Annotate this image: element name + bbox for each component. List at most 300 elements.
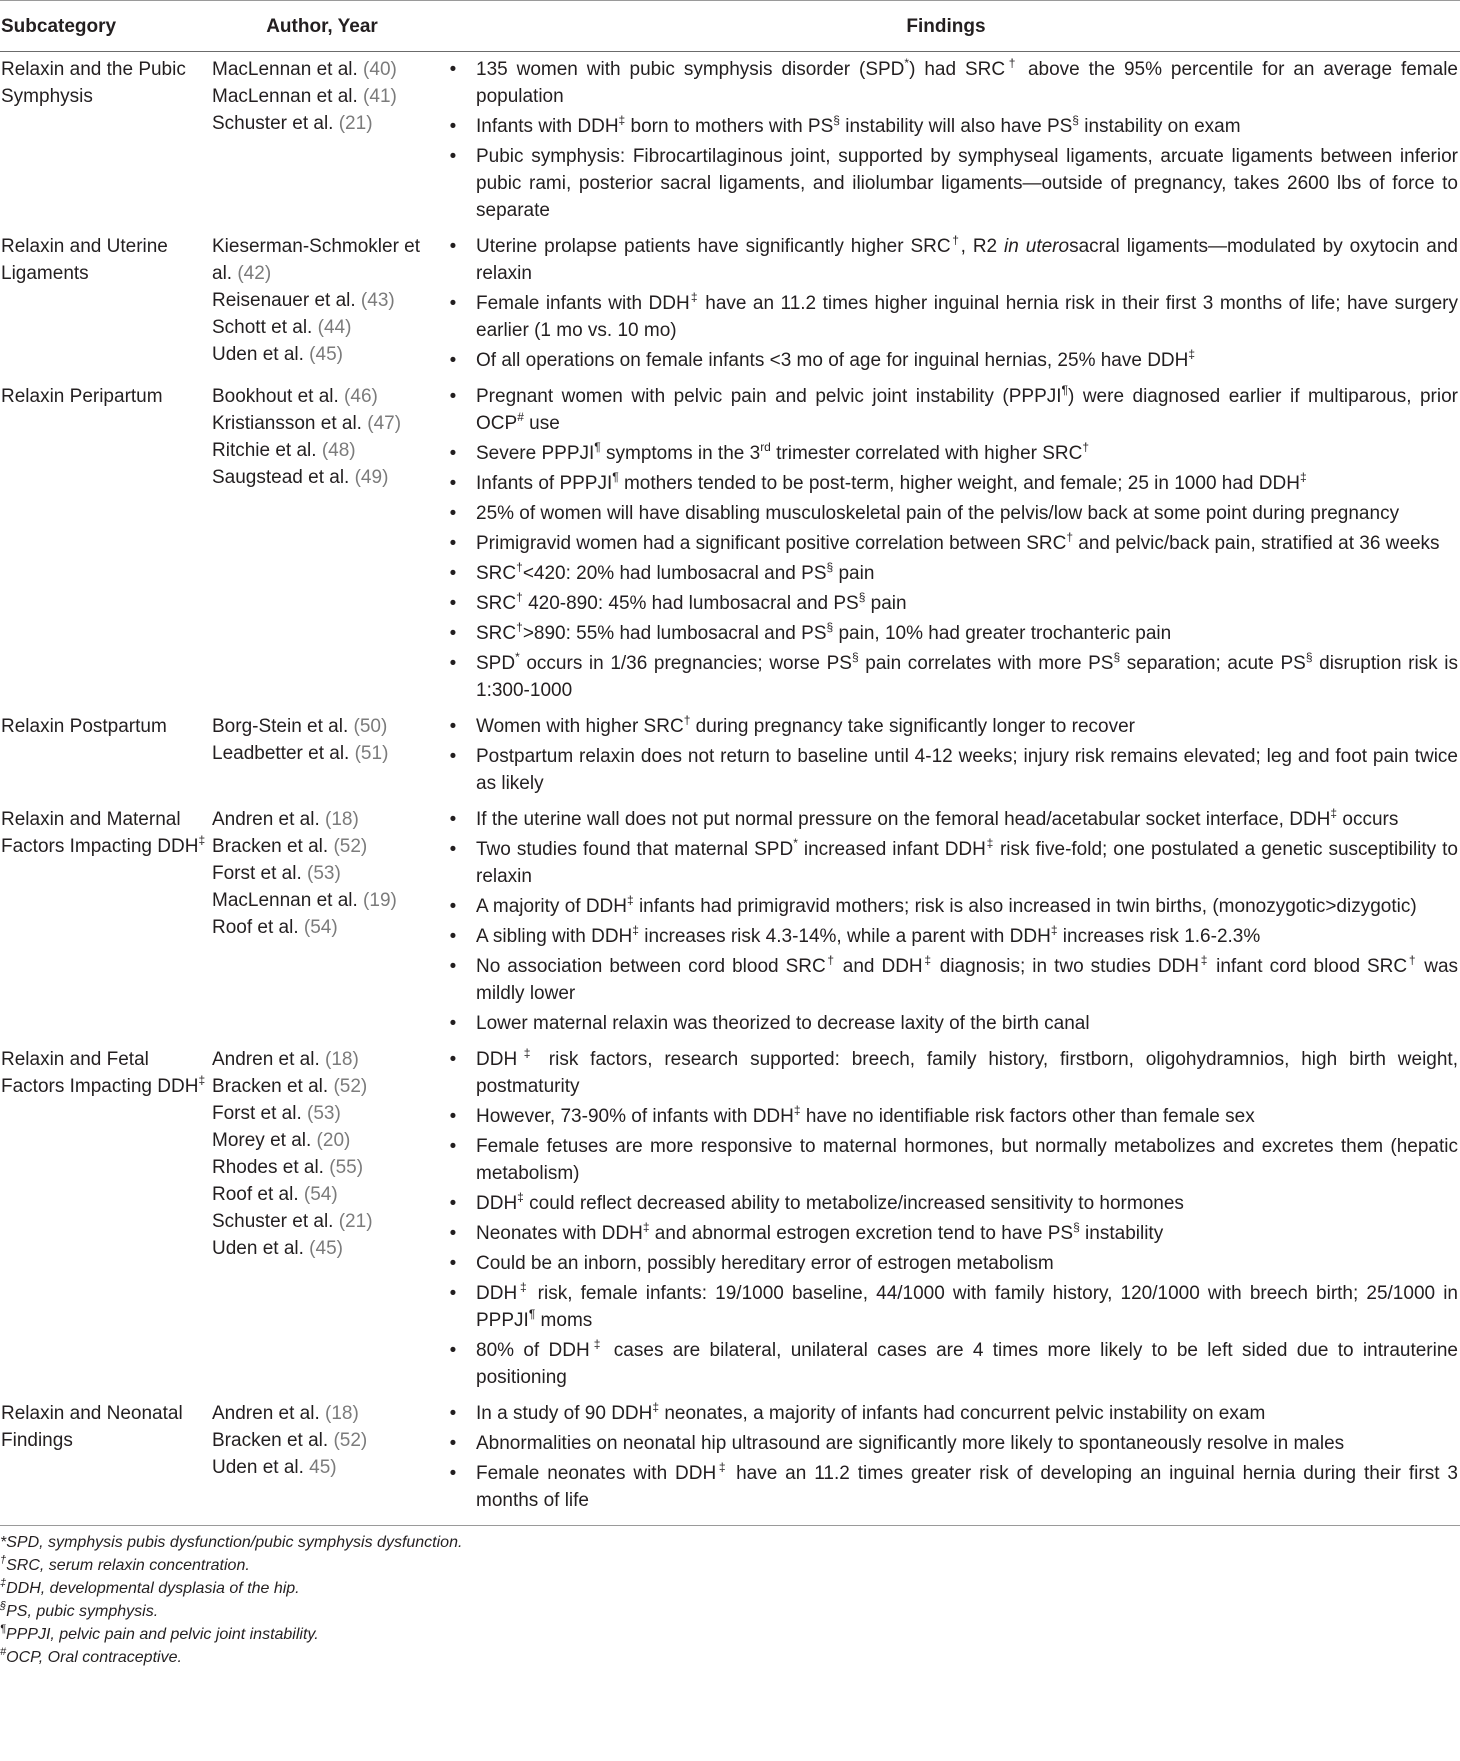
footnote-marker: ‡ — [632, 922, 639, 937]
finding-item — [432, 530, 1458, 557]
finding-item — [432, 893, 1458, 920]
bullet-icon: • — [449, 293, 457, 314]
bullet-icon: • — [449, 809, 457, 830]
finding-item — [432, 1337, 1458, 1391]
finding-text: Could be an inborn, possibly hereditary error of estrogen metabolism — [476, 1253, 1054, 1274]
footnote-marker: † — [825, 952, 836, 967]
footnote-marker: ‡ — [198, 832, 206, 847]
reference-link[interactable]: (48) — [321, 440, 356, 461]
findings-cell — [432, 1396, 1460, 1519]
finding-text: Lower maternal relaxin was theorized to decrease laxity of the birth canal — [476, 1013, 1090, 1034]
footnote-marker: ‡ — [517, 1279, 530, 1294]
footnote-marker: § — [1072, 112, 1079, 127]
footnote-text: SRC, serum relaxin concentration. — [6, 1557, 250, 1574]
footnote-marker: † — [1066, 529, 1074, 544]
footnote-text: OCP, Oral contraceptive. — [6, 1649, 182, 1666]
author-citation — [212, 1181, 432, 1208]
bullet-icon: • — [449, 59, 457, 80]
author-citation — [212, 1427, 432, 1454]
author-citation — [212, 233, 432, 287]
author-citation — [212, 383, 432, 410]
footnote-text: *SPD, symphysis pubis dysfunction/pubic symphysis dysfunction. — [0, 1534, 463, 1551]
footnote-marker: ‡ — [626, 892, 634, 907]
footnote-marker: ‡ — [1199, 952, 1210, 967]
footnote-marker: ‡ — [618, 112, 626, 127]
finding-item — [432, 233, 1458, 287]
footnote-marker: ‡ — [1330, 805, 1338, 820]
findings-list — [432, 233, 1460, 374]
finding-item — [432, 56, 1458, 110]
footnote-marker: ‡ — [517, 1045, 537, 1060]
findings-cell — [432, 802, 1460, 1042]
subcategory-cell — [0, 1042, 212, 1396]
finding-item — [432, 1133, 1458, 1187]
reference-link[interactable]: (47) — [367, 413, 402, 434]
footnote-marker: § — [1073, 1219, 1080, 1234]
finding-text: DDH‡ risk, female infants: 19/1000 baseline, 44/1000 with family history, 120/1000 with breech birth; 25/1000 in PPPJI¶ moms — [476, 1279, 1458, 1331]
footnote-marker: ‡ — [689, 289, 699, 304]
subcategory-cell — [0, 1396, 212, 1519]
finding-text: Infants with DDH‡ born to mothers with PS§ instability will also have PS§ instability on exam — [476, 112, 1241, 137]
author-citation — [212, 887, 432, 914]
table-row — [0, 1042, 1460, 1396]
bullet-icon: • — [449, 1013, 457, 1034]
author-citation — [212, 437, 432, 464]
footnote-text: PS, pubic symphysis. — [6, 1603, 159, 1620]
header-subcategory: Subcategory — [0, 1, 212, 52]
subcategory-label: Relaxin and Neonatal Findings — [1, 1403, 183, 1451]
authors-cell — [212, 52, 432, 230]
finding-text: A sibling with DDH‡ increases risk 4.3-14%, while a parent with DDH‡ increases risk 1.6-2.3% — [476, 922, 1261, 947]
bullet-icon: • — [449, 956, 457, 977]
header-findings: Findings — [432, 1, 1460, 52]
bullet-icon: • — [449, 146, 457, 167]
finding-text: However, 73-90% of infants with DDH‡ have no identifiable risk factors other than female sex — [476, 1102, 1255, 1127]
header-author-year: Author, Year — [212, 1, 432, 52]
footnote-marker: ‡ — [589, 1336, 605, 1351]
footnote-marker: ‡ — [985, 835, 994, 850]
author-citation — [212, 740, 432, 767]
author-name: Uden et al. — [212, 344, 310, 365]
footnote — [0, 1554, 1460, 1577]
author-citation — [212, 287, 432, 314]
finding-item — [432, 1010, 1458, 1037]
subcategory-label: Relaxin and Maternal Factors Impacting DDH — [1, 809, 199, 857]
author-name: Rhodes et al. — [212, 1157, 330, 1178]
finding-item — [432, 1190, 1458, 1217]
author-citation — [212, 110, 432, 137]
author-citation — [212, 1400, 432, 1427]
finding-text: Postpartum relaxin does not return to baseline until 4-12 weeks; injury risk remains elevated; leg and foot pain twice as likely — [476, 746, 1458, 794]
footnote-marker: ‡ — [1050, 922, 1058, 937]
bullet-icon: • — [449, 1403, 457, 1424]
reference-link[interactable]: (52) — [333, 836, 368, 857]
bullet-icon: • — [449, 1223, 457, 1244]
bullet-icon: • — [449, 1253, 457, 1274]
findings-cell — [432, 52, 1460, 230]
footnote-marker: † — [1082, 439, 1090, 454]
author-name: Roof et al. — [212, 917, 304, 938]
author-name: Schott et al. — [212, 317, 318, 338]
author-citation — [212, 1073, 432, 1100]
author-citation — [212, 713, 432, 740]
findings-list — [432, 56, 1460, 224]
author-citation — [212, 56, 432, 83]
header-row — [0, 1, 1460, 52]
authors-cell — [212, 1396, 432, 1519]
subcategory-label: Relaxin and the Pubic Symphysis — [1, 59, 186, 107]
author-name: Morey et al. — [212, 1130, 317, 1151]
footnote-marker: ‡ — [652, 1399, 660, 1414]
finding-item — [432, 1430, 1458, 1457]
subcategory-label: Relaxin Peripartum — [1, 386, 163, 407]
reference-link[interactable]: (54) — [303, 1184, 338, 1205]
finding-item — [432, 113, 1458, 140]
author-name: Roof et al. — [212, 1184, 304, 1205]
findings-list — [432, 713, 1460, 797]
bullet-icon: • — [449, 116, 457, 137]
author-name: Leadbetter et al. — [212, 743, 355, 764]
authors-cell — [212, 802, 432, 1042]
finding-text: DDH‡ risk factors, research supported: breech, family history, firstborn, oligohydramnios, high birth weight, postmaturity — [476, 1045, 1458, 1097]
reference-link[interactable]: (46) — [344, 386, 378, 407]
footnote-marker: § — [1305, 649, 1313, 664]
finding-text: Uterine prolapse patients have significantly higher SRC†, R2 in uterosacral ligaments—modulated by oxytocin and relaxin — [476, 232, 1459, 284]
finding-text: Neonates with DDH‡ and abnormal estrogen excretion tend to have PS§ instability — [476, 1219, 1164, 1244]
bullet-icon: • — [449, 1106, 457, 1127]
reference-link[interactable]: (54) — [303, 917, 338, 938]
finding-text: Female infants with DDH‡ have an 11.2 times higher inguinal hernia risk in their first 3 months of life; have surgery earlier (1 mo vs. 10 mo) — [476, 289, 1458, 341]
finding-text: Pregnant women with pelvic pain and pelvic joint instability (PPPJI¶) were diagnosed earlier if multiparous, prior OCP# use — [476, 382, 1458, 434]
reference-link[interactable]: (40) — [363, 59, 397, 80]
bullet-icon: • — [449, 350, 457, 371]
findings-list — [432, 1046, 1460, 1391]
bullet-icon: • — [449, 593, 457, 614]
finding-text: Pubic symphysis: Fibrocartilaginous joint, supported by symphyseal ligaments, arcuate ligaments between inferior pubic rami, posterior sacral ligaments, and iliolumbar ligaments—outside of pregnancy, takes 2600 lbs of force to separate — [476, 146, 1458, 221]
reference-link[interactable]: (55) — [329, 1157, 364, 1178]
footnote-marker: § — [833, 112, 840, 127]
findings-list — [432, 1400, 1460, 1514]
author-name: Schuster et al. — [212, 113, 339, 134]
finding-item — [432, 500, 1458, 527]
footnote-text: DDH, developmental dysplasia of the hip. — [6, 1580, 300, 1597]
author-name: Bracken et al. — [212, 1430, 334, 1451]
finding-item — [432, 440, 1458, 467]
reference-link[interactable]: (18) — [325, 1049, 359, 1070]
finding-text: If the uterine wall does not put normal pressure on the femoral head/acetabular socket interface, DDH‡ occurs — [476, 805, 1399, 830]
author-citation — [212, 1127, 432, 1154]
bullet-icon: • — [449, 746, 457, 767]
author-name: Reisenauer et al. — [212, 290, 361, 311]
author-citation — [212, 464, 432, 491]
footnote-marker: † — [683, 712, 691, 727]
footnote-marker: * — [904, 55, 910, 70]
findings-list — [432, 806, 1460, 1037]
author-citation — [212, 833, 432, 860]
reference-link[interactable]: (45) — [309, 1238, 343, 1259]
table-row — [0, 229, 1460, 379]
subcategory-cell — [0, 229, 212, 379]
footnote-marker: † — [1407, 952, 1418, 967]
bullet-icon: • — [449, 533, 457, 554]
finding-item — [432, 143, 1458, 224]
reference-link[interactable]: 45) — [309, 1457, 337, 1478]
finding-text: Two studies found that maternal SPD* increased infant DDH‡ risk five-fold; one postulated a genetic susceptibility to relaxin — [476, 835, 1459, 887]
footnote-marker: # — [517, 409, 524, 424]
author-citation — [212, 1208, 432, 1235]
bullet-icon: • — [449, 1433, 457, 1454]
finding-item — [432, 743, 1458, 797]
findings-cell — [432, 709, 1460, 802]
reference-link[interactable]: (18) — [325, 809, 359, 830]
footnote — [0, 1577, 1460, 1600]
bullet-icon: • — [449, 236, 457, 257]
footnote-marker: ‡ — [642, 1219, 650, 1234]
footnote-marker: § — [826, 619, 834, 634]
author-citation — [212, 1046, 432, 1073]
authors-cell — [212, 1042, 432, 1396]
table-row — [0, 709, 1460, 802]
reference-link[interactable]: (43) — [360, 290, 395, 311]
finding-text: Of all operations on female infants <3 mo of age for inguinal hernias, 25% have DDH‡ — [476, 346, 1196, 371]
footnote-marker: † — [516, 559, 523, 574]
reference-link[interactable]: (42) — [237, 263, 272, 284]
finding-text: Female fetuses are more responsive to maternal hormones, but normally metabolizes and excretes them (hepatic metabolism) — [476, 1136, 1458, 1184]
bullet-icon: • — [449, 896, 457, 917]
bullet-icon: • — [449, 1049, 457, 1070]
author-name: Borg-Stein et al. — [212, 716, 354, 737]
author-citation — [212, 1100, 432, 1127]
reference-link[interactable]: (49) — [354, 467, 389, 488]
bullet-icon: • — [449, 1340, 457, 1361]
reference-link[interactable]: (21) — [338, 1211, 373, 1232]
footnote-marker: ‡ — [198, 1072, 206, 1087]
footnote-marker: ‡ — [1188, 346, 1196, 361]
footnote-marker: ¶ — [594, 439, 601, 454]
finding-item — [432, 1046, 1458, 1100]
footnote-marker: ‡ — [716, 1459, 729, 1474]
author-citation — [212, 1454, 432, 1481]
reference-link[interactable]: (51) — [354, 743, 389, 764]
author-citation — [212, 314, 432, 341]
footnote-marker: ¶ — [528, 1306, 536, 1321]
author-name: Schuster et al. — [212, 1211, 339, 1232]
findings-cell — [432, 1042, 1460, 1396]
reference-link[interactable]: (21) — [338, 113, 373, 134]
footnote-marker: * — [793, 835, 798, 850]
author-name: Andren et al. — [212, 809, 326, 830]
finding-text: SRC† 420-890: 45% had lumbosacral and PS§ pain — [476, 589, 907, 614]
subcategory-label: Relaxin Postpartum — [1, 716, 167, 737]
table-row — [0, 802, 1460, 1042]
author-name: MacLennan et al. — [212, 59, 364, 80]
bullet-icon: • — [449, 1463, 457, 1484]
finding-item — [432, 1220, 1458, 1247]
footnote-marker: § — [851, 649, 859, 664]
author-name: Forst et al. — [212, 863, 308, 884]
author-name: Kristiansson et al. — [212, 413, 368, 434]
footnote-marker: ‡ — [517, 1189, 524, 1204]
author-citation — [212, 341, 432, 368]
finding-text: No association between cord blood SRC† and DDH‡ diagnosis; in two studies DDH‡ infant cord blood SRC† was mildly lower — [476, 952, 1459, 1004]
footnote-marker: † — [950, 232, 961, 247]
finding-item — [432, 560, 1458, 587]
finding-item — [432, 1400, 1458, 1427]
finding-text: Primigravid women had a significant positive correlation between SRC† and pelvic/back pain, stratified at 36 weeks — [476, 529, 1440, 554]
reference-link[interactable]: (45) — [309, 344, 343, 365]
finding-text: A majority of DDH‡ infants had primigravid mothers; risk is also increased in twin births, (monozygotic>dizygotic) — [476, 892, 1417, 917]
bullet-icon: • — [449, 839, 457, 860]
bullet-icon: • — [449, 386, 457, 407]
table-body — [0, 52, 1460, 1520]
footnote-marker: † — [516, 589, 523, 604]
author-name: Uden et al. — [212, 1238, 310, 1259]
reference-link[interactable]: (19) — [363, 890, 397, 911]
author-citation — [212, 1235, 432, 1262]
footnote-rule — [0, 1525, 1460, 1526]
authors-cell — [212, 709, 432, 802]
bullet-icon: • — [449, 1136, 457, 1157]
bullet-icon: • — [449, 563, 457, 584]
footnote-marker: § — [1113, 649, 1121, 664]
finding-item — [432, 1250, 1458, 1277]
bullet-icon: • — [449, 473, 457, 494]
reference-link[interactable]: (53) — [307, 1103, 341, 1124]
bullet-icon: • — [449, 1193, 457, 1214]
reference-link[interactable]: (20) — [316, 1130, 351, 1151]
authors-cell — [212, 229, 432, 379]
bullet-icon: • — [449, 443, 457, 464]
finding-text: In a study of 90 DDH‡ neonates, a majority of infants had concurrent pelvic instability on exam — [476, 1399, 1266, 1424]
author-name: MacLennan et al. — [212, 890, 364, 911]
finding-text: Female neonates with DDH‡ have an 11.2 times greater risk of developing an inguinal hernia during their first 3 months of life — [476, 1459, 1458, 1511]
author-name: Andren et al. — [212, 1403, 326, 1424]
finding-item — [432, 620, 1458, 647]
reference-link[interactable]: (18) — [325, 1403, 359, 1424]
footnote-marker: rd — [760, 439, 771, 454]
author-citation — [212, 83, 432, 110]
author-name: Andren et al. — [212, 1049, 326, 1070]
reference-link[interactable]: (52) — [333, 1430, 368, 1451]
subcategory-cell — [0, 379, 212, 709]
author-citation — [212, 410, 432, 437]
reference-link[interactable]: (53) — [307, 863, 341, 884]
finding-item — [432, 923, 1458, 950]
reference-link[interactable]: (50) — [353, 716, 388, 737]
findings-list — [432, 383, 1460, 704]
finding-item — [432, 470, 1458, 497]
author-citation — [212, 1154, 432, 1181]
author-name: MacLennan et al. — [212, 86, 364, 107]
finding-text: SRC†<420: 20% had lumbosacral and PS§ pain — [476, 559, 875, 584]
footnote-marker: ¶ — [612, 469, 619, 484]
footnote-symbol: ‡ — [0, 1576, 7, 1589]
author-name: Uden et al. — [212, 1457, 310, 1478]
bullet-icon: • — [449, 926, 457, 947]
author-name: Forst et al. — [212, 1103, 308, 1124]
finding-text: 25% of women will have disabling musculoskeletal pain of the pelvis/low back at some point during pregnancy — [476, 503, 1400, 524]
footnote — [0, 1646, 1460, 1669]
bullet-icon: • — [449, 1283, 457, 1304]
finding-item — [432, 650, 1458, 704]
bullet-icon: • — [449, 503, 457, 524]
reference-link[interactable]: (44) — [317, 317, 352, 338]
findings-cell — [432, 229, 1460, 379]
footnote-symbol: ¶ — [0, 1622, 6, 1635]
finding-text: 135 women with pubic symphysis disorder (SPD*) had SRC† above the 95% percentile for an average female population — [476, 55, 1458, 107]
finding-item — [432, 383, 1458, 437]
table-row — [0, 1396, 1460, 1519]
reference-link[interactable]: (41) — [363, 86, 397, 107]
bullet-icon: • — [449, 716, 457, 737]
footnote-marker: ¶ — [1061, 382, 1068, 397]
author-name: Bracken et al. — [212, 1076, 334, 1097]
author-name: Ritchie et al. — [212, 440, 322, 461]
finding-text: Abnormalities on neonatal hip ultrasound are significantly more likely to spontaneously resolve in males — [476, 1433, 1345, 1454]
finding-item — [432, 806, 1458, 833]
author-name: Kieserman-Schmokler et al. — [212, 236, 421, 284]
subcategory-cell — [0, 52, 212, 230]
bullet-icon: • — [449, 623, 457, 644]
finding-item — [432, 713, 1458, 740]
footnote-symbol: § — [0, 1599, 7, 1612]
bullet-icon: • — [449, 653, 457, 674]
author-citation — [212, 860, 432, 887]
table-row — [0, 52, 1460, 230]
finding-text: DDH‡ could reflect decreased ability to metabolize/increased sensitivity to hormones — [476, 1189, 1184, 1214]
finding-item — [432, 590, 1458, 617]
author-name: Saugstead et al. — [212, 467, 355, 488]
footnote-marker: § — [858, 589, 866, 604]
finding-text: Severe PPPJI¶ symptoms in the 3rd trimester correlated with higher SRC† — [476, 439, 1090, 464]
finding-text: SRC†>890: 55% had lumbosacral and PS§ pain, 10% had greater trochanteric pain — [476, 619, 1172, 644]
footnote-marker: * — [515, 649, 520, 664]
footnote — [0, 1600, 1460, 1623]
finding-item — [432, 1280, 1458, 1334]
subcategory-label: Relaxin and Fetal Factors Impacting DDH — [1, 1049, 199, 1097]
findings-cell — [432, 379, 1460, 709]
finding-text: Women with higher SRC† during pregnancy take significantly longer to recover — [476, 712, 1136, 737]
finding-item — [432, 290, 1458, 344]
finding-text: 80% of DDH‡ cases are bilateral, unilateral cases are 4 times more likely to be left sided due to intrauterine positioning — [476, 1336, 1458, 1388]
subcategory-cell — [0, 802, 212, 1042]
subcategory-label: Relaxin and Uterine Ligaments — [1, 236, 168, 284]
finding-item — [432, 1103, 1458, 1130]
footnote-marker: ‡ — [922, 952, 933, 967]
finding-item — [432, 836, 1458, 890]
authors-cell — [212, 379, 432, 709]
reference-link[interactable]: (52) — [333, 1076, 368, 1097]
footnote-text: PPPJI, pelvic pain and pelvic joint instability. — [5, 1626, 319, 1643]
footnote-marker: § — [826, 559, 834, 574]
footnote-marker: ‡ — [1299, 469, 1307, 484]
footnote-symbol: † — [0, 1553, 7, 1566]
author-citation — [212, 806, 432, 833]
footnote — [0, 1531, 1460, 1554]
footnotes — [0, 1531, 1460, 1669]
finding-item — [432, 347, 1458, 374]
author-citation — [212, 914, 432, 941]
footnote-marker: † — [1005, 55, 1020, 70]
finding-item — [432, 953, 1458, 1007]
finding-text: SPD* occurs in 1/36 pregnancies; worse PS§ pain correlates with more PS§ separation; acute PS§ disruption risk is 1:300-1000 — [476, 649, 1458, 701]
author-name: Bookhout et al. — [212, 386, 345, 407]
author-name: Bracken et al. — [212, 836, 334, 857]
footnote-symbol: # — [0, 1645, 7, 1658]
footnote-marker: † — [516, 619, 523, 634]
footnote-marker: ‡ — [793, 1102, 801, 1117]
finding-text: Infants of PPPJI¶ mothers tended to be post-term, higher weight, and female; 25 in 1000 had DDH‡ — [476, 469, 1307, 494]
